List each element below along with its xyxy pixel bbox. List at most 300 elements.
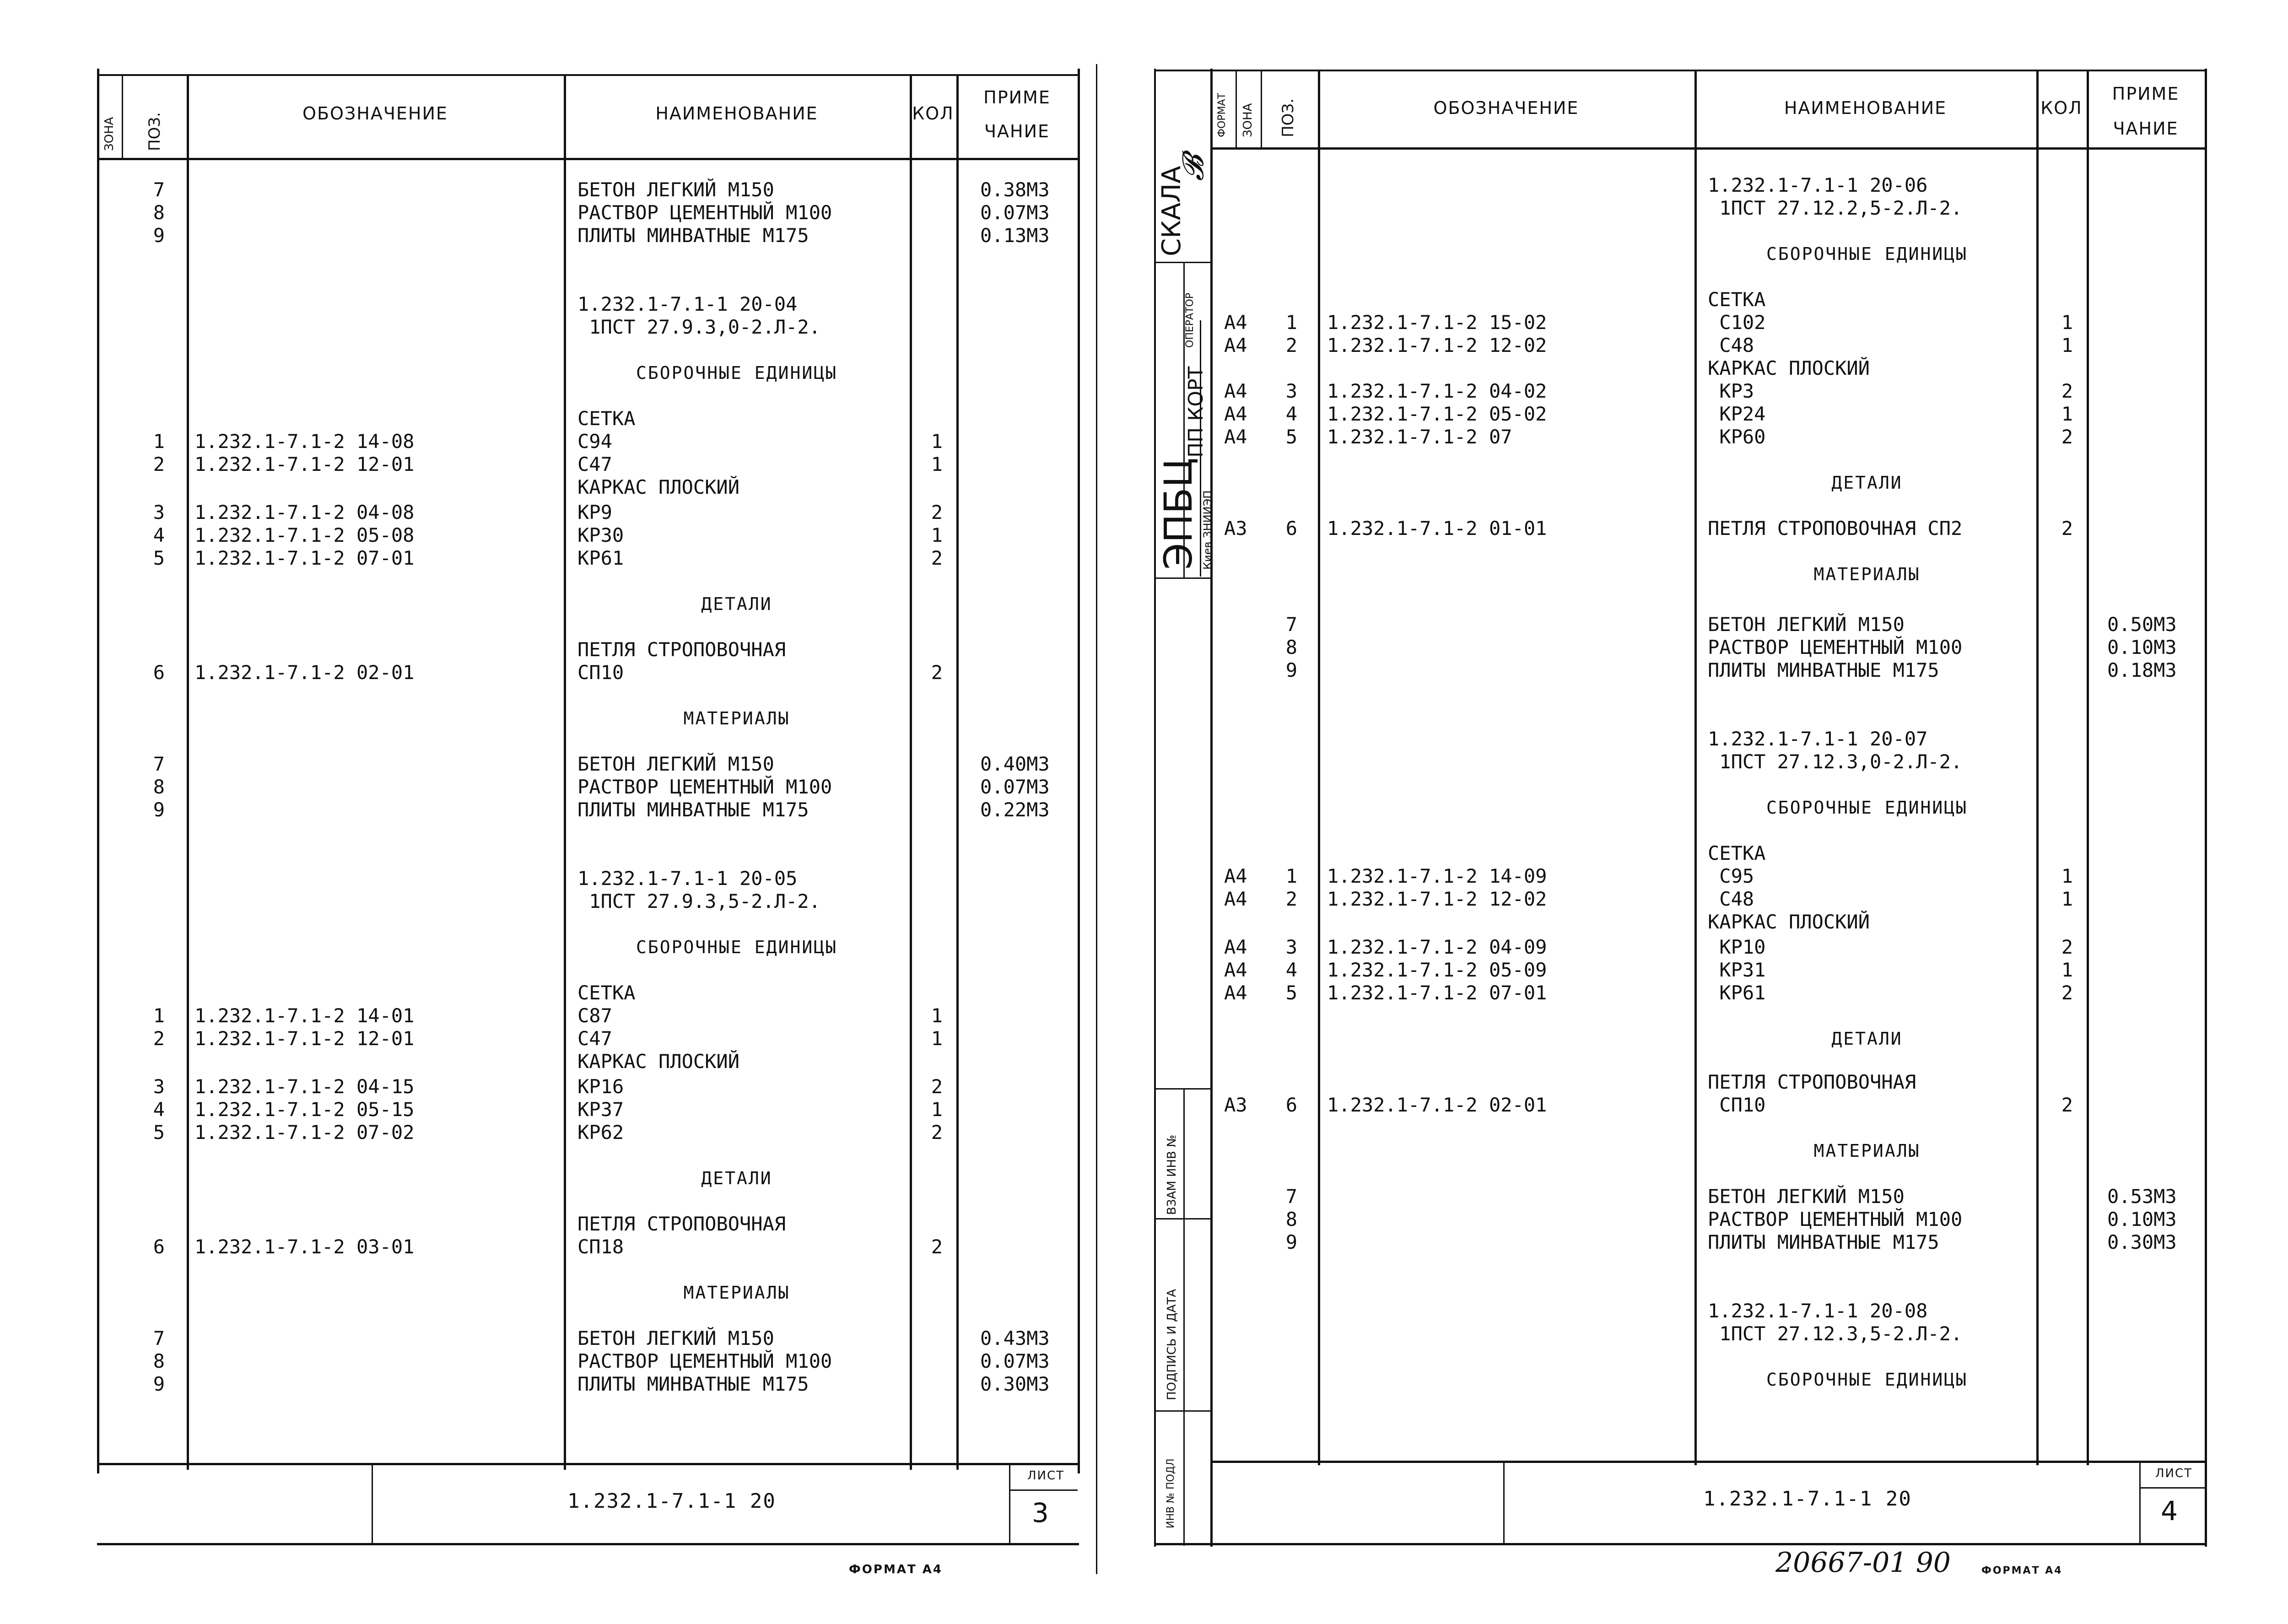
quantity-cell: 2 bbox=[2061, 517, 2073, 540]
designation-cell: 1.232.1-7.1-2 03-01 bbox=[194, 1236, 415, 1258]
table-row bbox=[1126, 426, 2288, 448]
format-cell: А4 bbox=[1224, 426, 1247, 448]
note-cell: 0.13М3 bbox=[980, 224, 1050, 247]
table-row bbox=[0, 867, 1126, 890]
format-cell: А4 bbox=[1224, 311, 1247, 334]
name-cell: ПЕТЛЯ СТРОПОВОЧНАЯ bbox=[577, 638, 786, 661]
format-label: ФОРМАТ А4 bbox=[1981, 1565, 2063, 1576]
spec-table-body bbox=[0, 0, 1126, 1624]
note-cell: 0.10М3 bbox=[2107, 1208, 2177, 1230]
name-cell: БЕТОН ЛЕГКИЙ М150 bbox=[1708, 1185, 1905, 1208]
position-cell: 7 bbox=[153, 1327, 165, 1349]
name-cell: РАСТВОР ЦЕМЕНТНЫЙ М100 bbox=[1708, 1208, 1963, 1230]
name-cell: МАТЕРИАЛЫ bbox=[1813, 564, 1921, 584]
name-cell: ПЛИТЫ МИНВАТНЫЕ М175 bbox=[577, 799, 809, 821]
position-cell: 2 bbox=[153, 1027, 165, 1050]
name-cell: 1.232.1-7.1-1 20-08 bbox=[1708, 1300, 1928, 1322]
note-cell: 0.38М3 bbox=[980, 178, 1050, 201]
table-row bbox=[0, 1121, 1126, 1144]
format-cell: А4 bbox=[1224, 865, 1247, 887]
note-cell: 0.18М3 bbox=[2107, 659, 2177, 681]
table-row bbox=[1126, 380, 2288, 403]
doc-number: 1.232.1-7.1-1 20 bbox=[1703, 1487, 1912, 1511]
table-row bbox=[0, 799, 1126, 821]
table-row bbox=[0, 707, 1126, 730]
name-cell: ДЕТАЛИ bbox=[701, 1168, 772, 1188]
position-cell: 5 bbox=[1285, 982, 1297, 1004]
table-row bbox=[0, 1236, 1126, 1258]
title-block-line bbox=[2139, 1487, 2206, 1489]
designation-cell: 1.232.1-7.1-2 07-01 bbox=[194, 547, 415, 569]
name-cell: ПЕТЛЯ СТРОПОВОЧНАЯ bbox=[577, 1213, 786, 1235]
name-cell: КР61 bbox=[577, 547, 624, 569]
designation-cell: 1.232.1-7.1-2 05-02 bbox=[1327, 403, 1547, 425]
stamp-operator: ОПЕРАТОР bbox=[1184, 292, 1196, 348]
sheet-label: ЛИСТ bbox=[2155, 1467, 2193, 1480]
format-cell: А4 bbox=[1224, 334, 1247, 356]
position-cell: 8 bbox=[1285, 636, 1297, 658]
quantity-cell: 2 bbox=[2061, 936, 2073, 958]
table-row bbox=[0, 178, 1126, 201]
table-row bbox=[1126, 1071, 2288, 1094]
quantity-cell: 1 bbox=[931, 1027, 943, 1050]
table-row bbox=[0, 453, 1126, 476]
position-cell: 1 bbox=[1285, 311, 1297, 334]
table-row bbox=[0, 936, 1126, 959]
position-cell: 1 bbox=[1285, 865, 1297, 887]
table-row bbox=[1126, 1094, 2288, 1117]
position-cell: 9 bbox=[153, 224, 165, 247]
note-cell: 0.07М3 bbox=[980, 1350, 1050, 1372]
table-row bbox=[1126, 1185, 2288, 1208]
name-cell: С95 bbox=[1708, 865, 1754, 887]
name-cell: РАСТВОР ЦЕМЕНТНЫЙ М100 bbox=[577, 776, 832, 798]
name-cell: КР30 bbox=[577, 524, 624, 546]
name-cell: СБОРОЧНЫЕ ЕДИНИЦЫ bbox=[1766, 244, 1968, 264]
table-row bbox=[1126, 936, 2288, 959]
position-cell: 7 bbox=[153, 178, 165, 201]
header-prime: ПРИМЕ bbox=[983, 87, 1051, 108]
table-row bbox=[1126, 197, 2288, 220]
header-kol: КОЛ bbox=[2040, 98, 2083, 118]
table-row bbox=[0, 501, 1126, 524]
name-cell: ПЛИТЫ МИНВАТНЫЕ М175 bbox=[577, 1373, 809, 1395]
table-row bbox=[1126, 888, 2288, 911]
title-block-line bbox=[1154, 1543, 2207, 1545]
name-cell: 1ПСТ 27.9.3,0-2.Л-2. bbox=[577, 316, 821, 338]
designation-cell: 1.232.1-7.1-2 07-01 bbox=[1327, 982, 1547, 1004]
table-row bbox=[0, 316, 1126, 339]
name-cell: ПЛИТЫ МИНВАТНЫЕ М175 bbox=[577, 224, 809, 247]
quantity-cell: 2 bbox=[931, 501, 943, 523]
sheet-number: 3 bbox=[1032, 1497, 1049, 1528]
table-row bbox=[1126, 1322, 2288, 1345]
position-cell: 6 bbox=[1285, 1094, 1297, 1116]
designation-cell: 1.232.1-7.1-2 04-08 bbox=[194, 501, 415, 523]
table-row bbox=[0, 201, 1126, 224]
table-row bbox=[1126, 796, 2288, 819]
position-cell: 3 bbox=[1285, 936, 1297, 958]
name-cell: КР9 bbox=[577, 501, 612, 523]
position-cell: 5 bbox=[153, 547, 165, 569]
name-cell: КР61 bbox=[1708, 982, 1766, 1004]
stamp-kiev: Киев ЗНИИЭП bbox=[1201, 490, 1214, 570]
quantity-cell: 2 bbox=[2061, 380, 2073, 402]
name-cell: 1.232.1-7.1-1 20-04 bbox=[577, 293, 798, 315]
doc-number: 1.232.1-7.1-1 20 bbox=[567, 1489, 776, 1513]
table-row bbox=[0, 1027, 1126, 1050]
designation-cell: 1.232.1-7.1-2 01-01 bbox=[1327, 517, 1547, 540]
quantity-cell: 1 bbox=[2061, 311, 2073, 334]
designation-cell: 1.232.1-7.1-2 02-01 bbox=[1327, 1094, 1547, 1116]
designation-cell: 1.232.1-7.1-2 05-08 bbox=[194, 524, 415, 546]
spec-table-body bbox=[1126, 0, 2288, 1624]
table-row bbox=[1126, 563, 2288, 586]
position-cell: 3 bbox=[153, 501, 165, 523]
position-cell: 5 bbox=[153, 1121, 165, 1144]
format-cell: А4 bbox=[1224, 888, 1247, 910]
name-cell: БЕТОН ЛЕГКИЙ М150 bbox=[1708, 613, 1905, 636]
designation-cell: 1.232.1-7.1-2 12-01 bbox=[194, 453, 415, 475]
quantity-cell: 2 bbox=[931, 1121, 943, 1144]
note-cell: 0.40М3 bbox=[980, 753, 1050, 775]
name-cell: МАТЕРИАЛЫ bbox=[683, 1283, 790, 1303]
table-row bbox=[1126, 1027, 2288, 1050]
quantity-cell: 1 bbox=[2061, 865, 2073, 887]
table-row bbox=[1126, 311, 2288, 334]
title-block-line bbox=[97, 1543, 1079, 1545]
table-row bbox=[0, 524, 1126, 547]
position-cell: 3 bbox=[153, 1075, 165, 1098]
note-cell: 0.43М3 bbox=[980, 1327, 1050, 1349]
name-cell: 1ПСТ 27.12.2,5-2.Л-2. bbox=[1708, 197, 1963, 219]
table-row bbox=[1126, 1231, 2288, 1254]
table-row bbox=[1126, 982, 2288, 1004]
note-cell: 0.10М3 bbox=[2107, 636, 2177, 658]
table-row bbox=[1126, 613, 2288, 636]
quantity-cell: 1 bbox=[931, 524, 943, 546]
header-naimenovanie: НАИМЕНОВАНИЕ bbox=[1784, 98, 1947, 118]
position-cell: 4 bbox=[1285, 403, 1297, 425]
name-cell: СП18 bbox=[577, 1236, 624, 1258]
table-row bbox=[1126, 403, 2288, 426]
table-row bbox=[0, 638, 1126, 661]
table-row bbox=[0, 293, 1126, 316]
quantity-cell: 1 bbox=[931, 430, 943, 453]
quantity-cell: 1 bbox=[931, 1004, 943, 1027]
name-cell: 1ПСТ 27.9.3,5-2.Л-2. bbox=[577, 890, 821, 912]
designation-cell: 1.232.1-7.1-2 12-01 bbox=[194, 1027, 415, 1050]
position-cell: 4 bbox=[153, 1098, 165, 1121]
designation-cell: 1.232.1-7.1-2 04-09 bbox=[1327, 936, 1547, 958]
table-row bbox=[1126, 517, 2288, 540]
table-row bbox=[0, 1213, 1126, 1236]
position-cell: 5 bbox=[1285, 426, 1297, 448]
table-row bbox=[0, 1281, 1126, 1304]
note-cell: 0.22М3 bbox=[980, 799, 1050, 821]
table-row bbox=[1126, 174, 2288, 197]
name-cell: СЕТКА bbox=[1708, 842, 1766, 864]
name-cell: 1.232.1-7.1-1 20-06 bbox=[1708, 174, 1928, 196]
designation-cell: 1.232.1-7.1-2 14-08 bbox=[194, 430, 415, 453]
name-cell: С47 bbox=[577, 1027, 612, 1050]
name-cell: С94 bbox=[577, 430, 612, 453]
header-kol: КОЛ bbox=[912, 103, 954, 124]
name-cell: СБОРОЧНЫЕ ЕДИНИЦЫ bbox=[1766, 1370, 1968, 1390]
title-block-line bbox=[2139, 1461, 2141, 1544]
name-cell: СЕТКА bbox=[1708, 288, 1766, 311]
stamp-vzam: ВЗАМ ИНВ № bbox=[1165, 1134, 1179, 1215]
position-cell: 9 bbox=[153, 799, 165, 821]
name-cell: 1.232.1-7.1-1 20-05 bbox=[577, 867, 798, 890]
header-chanie: ЧАНИЕ bbox=[984, 121, 1050, 141]
name-cell: КАРКАС ПЛОСКИЙ bbox=[577, 476, 740, 498]
name-cell: КР31 bbox=[1708, 959, 1766, 981]
quantity-cell: 1 bbox=[2061, 334, 2073, 356]
name-cell: КР60 bbox=[1708, 426, 1766, 448]
position-cell: 2 bbox=[1285, 334, 1297, 356]
table-row bbox=[0, 1167, 1126, 1190]
stamp-ppkort: ПП КОРТ bbox=[1184, 366, 1208, 458]
name-cell: ДЕТАЛИ bbox=[1831, 1029, 1903, 1049]
table-row bbox=[1126, 357, 2288, 380]
name-cell: С48 bbox=[1708, 888, 1754, 910]
designation-cell: 1.232.1-7.1-2 04-02 bbox=[1327, 380, 1547, 402]
name-cell: БЕТОН ЛЕГКИЙ М150 bbox=[577, 753, 774, 775]
stamp-skala: СКАЛА bbox=[1157, 166, 1187, 256]
name-cell: КР37 bbox=[577, 1098, 624, 1121]
position-cell: 7 bbox=[153, 753, 165, 775]
quantity-cell: 1 bbox=[2061, 959, 2073, 981]
name-cell: С47 bbox=[577, 453, 612, 475]
header-oboznachenie: ОБОЗНАЧЕНИЕ bbox=[302, 103, 448, 124]
header-zona: ЗОНА bbox=[103, 117, 116, 151]
name-cell: РАСТВОР ЦЕМЕНТНЫЙ М100 bbox=[577, 201, 832, 224]
name-cell: ПЕТЛЯ СТРОПОВОЧНАЯ bbox=[1708, 1071, 1916, 1093]
format-cell: А4 bbox=[1224, 936, 1247, 958]
format-cell: А3 bbox=[1224, 1094, 1247, 1116]
quantity-cell: 2 bbox=[931, 547, 943, 569]
table-row bbox=[0, 1050, 1126, 1073]
table-row bbox=[1126, 288, 2288, 311]
position-cell: 9 bbox=[153, 1373, 165, 1395]
table-row bbox=[0, 593, 1126, 615]
name-cell: СБОРОЧНЫЕ ЕДИНИЦЫ bbox=[636, 937, 837, 957]
position-cell: 6 bbox=[1285, 517, 1297, 540]
table-row bbox=[1126, 842, 2288, 865]
name-cell: РАСТВОР ЦЕМЕНТНЫЙ М100 bbox=[1708, 636, 1963, 658]
name-cell: ДЕТАЛИ bbox=[701, 594, 772, 614]
designation-cell: 1.232.1-7.1-2 05-09 bbox=[1327, 959, 1547, 981]
name-cell: РАСТВОР ЦЕМЕНТНЫЙ М100 bbox=[577, 1350, 832, 1372]
name-cell: КР3 bbox=[1708, 380, 1754, 402]
table-row bbox=[0, 890, 1126, 913]
table-row bbox=[0, 776, 1126, 799]
position-cell: 9 bbox=[1285, 1231, 1297, 1253]
quantity-cell: 1 bbox=[931, 1098, 943, 1121]
table-row bbox=[0, 982, 1126, 1004]
quantity-cell: 2 bbox=[2061, 426, 2073, 448]
note-cell: 0.07М3 bbox=[980, 201, 1050, 224]
name-cell: СБОРОЧНЫЕ ЕДИНИЦЫ bbox=[1766, 798, 1968, 818]
name-cell: 1ПСТ 27.12.3,0-2.Л-2. bbox=[1708, 750, 1963, 773]
quantity-cell: 1 bbox=[2061, 403, 2073, 425]
sheet-label: ЛИСТ bbox=[1027, 1469, 1065, 1483]
table-row bbox=[0, 430, 1126, 453]
table-row bbox=[0, 1327, 1126, 1350]
position-cell: 1 bbox=[153, 1004, 165, 1027]
stamp-invpodl: ИНВ № ПОДЛ bbox=[1165, 1458, 1176, 1528]
table-row bbox=[0, 1350, 1126, 1373]
designation-cell: 1.232.1-7.1-2 05-15 bbox=[194, 1098, 415, 1121]
table-row bbox=[0, 1373, 1126, 1396]
table-row bbox=[0, 1098, 1126, 1121]
header-poz: ПОЗ. bbox=[1279, 98, 1297, 137]
designation-cell: 1.232.1-7.1-2 14-09 bbox=[1327, 865, 1547, 887]
position-cell: 7 bbox=[1285, 1185, 1297, 1208]
designation-cell: 1.232.1-7.1-2 15-02 bbox=[1327, 311, 1547, 334]
header-prime: ПРИМЕ bbox=[2112, 84, 2180, 104]
table-row bbox=[1126, 959, 2288, 982]
table-row bbox=[1126, 865, 2288, 888]
format-cell: А4 bbox=[1224, 380, 1247, 402]
title-block-line bbox=[97, 1463, 1079, 1465]
format-cell: А4 bbox=[1224, 982, 1247, 1004]
table-row bbox=[1126, 1368, 2288, 1391]
name-cell: ПЕТЛЯ СТРОПОВОЧНАЯ СП2 bbox=[1708, 517, 1963, 540]
table-row bbox=[1126, 1208, 2288, 1231]
quantity-cell: 1 bbox=[931, 453, 943, 475]
title-block-line bbox=[1009, 1463, 1010, 1544]
name-cell: КР24 bbox=[1708, 403, 1766, 425]
signature: 𝓑 bbox=[1176, 155, 1211, 181]
note-cell: 0.30М3 bbox=[2107, 1231, 2177, 1253]
table-row bbox=[0, 1004, 1126, 1027]
table-row bbox=[1126, 334, 2288, 357]
sheet-number: 4 bbox=[2161, 1495, 2178, 1527]
name-cell: 1ПСТ 27.12.3,5-2.Л-2. bbox=[1708, 1322, 1963, 1345]
position-cell: 6 bbox=[153, 1236, 165, 1258]
table-row bbox=[0, 476, 1126, 499]
table-row bbox=[1126, 750, 2288, 773]
header-poz: ПОЗ. bbox=[146, 112, 164, 151]
header-format: ФОРМАТ bbox=[1216, 93, 1228, 137]
name-cell: МАТЕРИАЛЫ bbox=[1813, 1141, 1921, 1161]
name-cell: БЕТОН ЛЕГКИЙ М150 bbox=[577, 178, 774, 201]
designation-cell: 1.232.1-7.1-2 12-02 bbox=[1327, 888, 1547, 910]
table-row bbox=[1126, 728, 2288, 750]
name-cell: 1.232.1-7.1-1 20-07 bbox=[1708, 728, 1928, 750]
table-row bbox=[0, 224, 1126, 247]
designation-cell: 1.232.1-7.1-2 04-15 bbox=[194, 1075, 415, 1098]
header-naimenovanie: НАИМЕНОВАНИЕ bbox=[655, 103, 818, 124]
table-row bbox=[1126, 659, 2288, 682]
name-cell: КАРКАС ПЛОСКИЙ bbox=[577, 1050, 740, 1073]
name-cell: КР16 bbox=[577, 1075, 624, 1098]
name-cell: СЕТКА bbox=[577, 982, 636, 1004]
table-row bbox=[1126, 1139, 2288, 1162]
quantity-cell: 2 bbox=[2061, 1094, 2073, 1116]
position-cell: 7 bbox=[1285, 613, 1297, 636]
designation-cell: 1.232.1-7.1-2 02-01 bbox=[194, 661, 415, 684]
position-cell: 2 bbox=[153, 453, 165, 475]
table-row bbox=[0, 361, 1126, 384]
table-row bbox=[0, 407, 1126, 430]
format-label: ФОРМАТ А4 bbox=[849, 1563, 943, 1576]
name-cell: КР10 bbox=[1708, 936, 1766, 958]
format-cell: А3 bbox=[1224, 517, 1247, 540]
position-cell: 8 bbox=[153, 776, 165, 798]
position-cell: 9 bbox=[1285, 659, 1297, 681]
table-row bbox=[1126, 471, 2288, 494]
designation-cell: 1.232.1-7.1-2 14-01 bbox=[194, 1004, 415, 1027]
position-cell: 6 bbox=[153, 661, 165, 684]
right-sheet bbox=[1126, 0, 2288, 1624]
table-row bbox=[1126, 243, 2288, 265]
name-cell: БЕТОН ЛЕГКИЙ М150 bbox=[577, 1327, 774, 1349]
title-block-line bbox=[1503, 1461, 1505, 1544]
header-zona: ЗОНА bbox=[1241, 103, 1255, 137]
header-chanie: ЧАНИЕ bbox=[2113, 119, 2179, 139]
name-cell: С87 bbox=[577, 1004, 612, 1027]
note-cell: 0.07М3 bbox=[980, 776, 1050, 798]
position-cell: 4 bbox=[153, 524, 165, 546]
note-cell: 0.53М3 bbox=[2107, 1185, 2177, 1208]
table-row bbox=[1126, 1300, 2288, 1322]
name-cell: ПЛИТЫ МИНВАТНЫЕ М175 bbox=[1708, 659, 1939, 681]
designation-cell: 1.232.1-7.1-2 07-02 bbox=[194, 1121, 415, 1144]
table-row bbox=[0, 1075, 1126, 1098]
stamp-podpis: ПОДПИСЬ И ДАТА bbox=[1165, 1289, 1179, 1400]
position-cell: 8 bbox=[1285, 1208, 1297, 1230]
note-cell: 0.50М3 bbox=[2107, 613, 2177, 636]
name-cell: КР62 bbox=[577, 1121, 624, 1144]
format-cell: А4 bbox=[1224, 959, 1247, 981]
designation-cell: 1.232.1-7.1-2 12-02 bbox=[1327, 334, 1547, 356]
position-cell: 3 bbox=[1285, 380, 1297, 402]
table-row bbox=[0, 547, 1126, 570]
name-cell: СЕТКА bbox=[577, 407, 636, 430]
table-row bbox=[1126, 636, 2288, 659]
header-oboznachenie: ОБОЗНАЧЕНИЕ bbox=[1433, 98, 1579, 118]
name-cell: СП10 bbox=[577, 661, 624, 684]
quantity-cell: 2 bbox=[931, 1236, 943, 1258]
position-cell: 1 bbox=[153, 430, 165, 453]
position-cell: 4 bbox=[1285, 959, 1297, 981]
name-cell: ДЕТАЛИ bbox=[1831, 473, 1903, 493]
quantity-cell: 2 bbox=[2061, 982, 2073, 1004]
table-row bbox=[1126, 911, 2288, 933]
title-block-line bbox=[372, 1463, 373, 1544]
table-row bbox=[0, 753, 1126, 776]
format-cell: А4 bbox=[1224, 403, 1247, 425]
quantity-cell: 2 bbox=[931, 1075, 943, 1098]
designation-cell: 1.232.1-7.1-2 07 bbox=[1327, 426, 1512, 448]
position-cell: 2 bbox=[1285, 888, 1297, 910]
name-cell: КАРКАС ПЛОСКИЙ bbox=[1708, 911, 1870, 933]
name-cell: СП10 bbox=[1708, 1094, 1766, 1116]
name-cell: МАТЕРИАЛЫ bbox=[683, 708, 790, 728]
name-cell: КАРКАС ПЛОСКИЙ bbox=[1708, 357, 1870, 379]
name-cell: СБОРОЧНЫЕ ЕДИНИЦЫ bbox=[636, 363, 837, 383]
position-cell: 8 bbox=[153, 1350, 165, 1372]
note-cell: 0.30М3 bbox=[980, 1373, 1050, 1395]
position-cell: 8 bbox=[153, 201, 165, 224]
quantity-cell: 1 bbox=[2061, 888, 2073, 910]
quantity-cell: 2 bbox=[931, 661, 943, 684]
table-row bbox=[0, 661, 1126, 684]
handwritten-code: 20667-01 90 bbox=[1775, 1547, 1951, 1579]
